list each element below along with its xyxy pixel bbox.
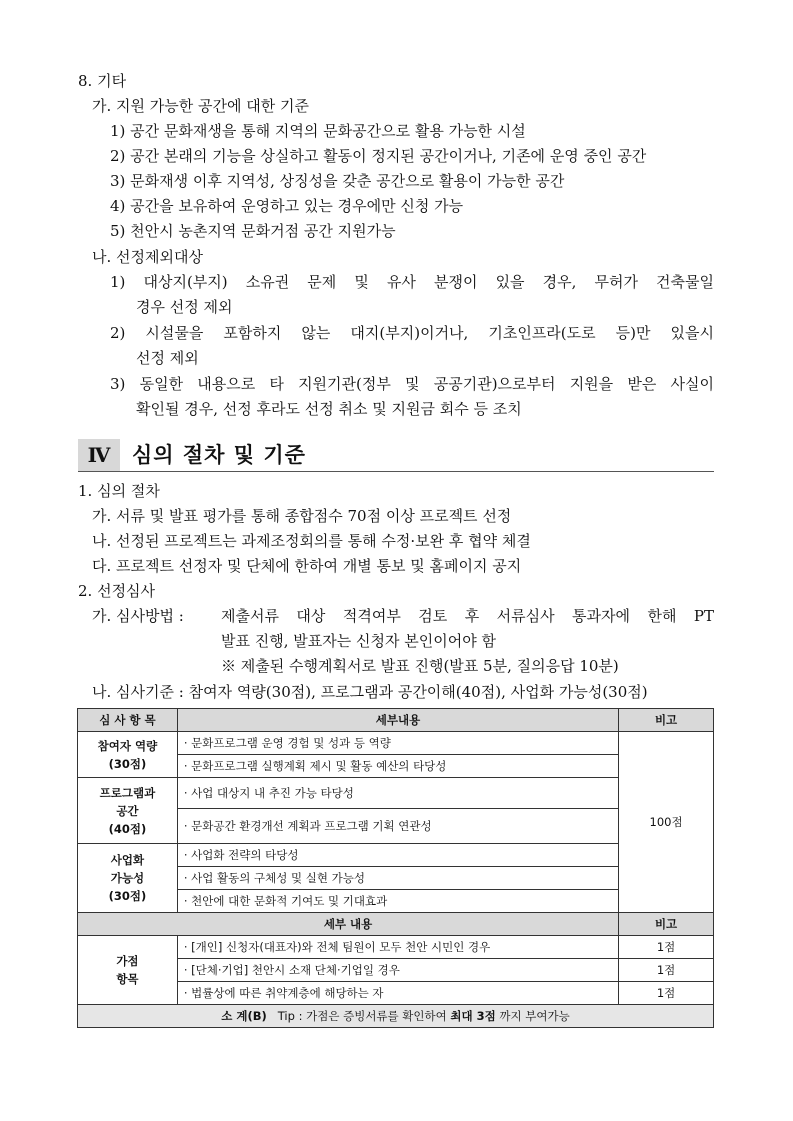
table-row <box>78 732 714 755</box>
subtotal-end: 까지 부여가능 <box>499 1009 570 1023</box>
category-label: 사업화 <box>110 853 145 867</box>
bonus-label: 항목 <box>116 972 139 986</box>
bonus-header-row <box>78 913 714 936</box>
detail-cell: · 사업 대상지 내 추진 가능 타당성 <box>177 778 618 809</box>
section-header <box>78 439 714 471</box>
subtotal-row <box>78 1005 714 1028</box>
col-header-detail: 세부내용 <box>177 709 618 732</box>
section-number: Ⅳ <box>78 439 120 471</box>
heading-8: 8. 기타 <box>78 72 127 90</box>
detail-cell: · 사업화 전략의 타당성 <box>177 844 618 867</box>
list-item: 3) 문화재생 이후 지역성, 상징성을 갖춘 공간으로 활용이 가능한 공간 <box>110 172 565 190</box>
heading-2: 2. 선정심사 <box>78 582 156 600</box>
category-label: 가능성 <box>110 871 145 885</box>
subtotal-tip: Tip : 가점은 증빙서류를 확인하여 <box>277 1009 447 1023</box>
bonus-points-cell: 1점 <box>619 959 714 982</box>
category-label: 공간 <box>116 803 139 818</box>
bonus-points-cell: 1점 <box>619 936 714 959</box>
detail-cell: · 천안에 대한 문화적 기여도 및 기대효과 <box>177 890 618 913</box>
list-item-cont: 경우 선정 제외 <box>136 298 233 316</box>
category-cell <box>78 778 178 844</box>
table-row <box>78 778 714 809</box>
detail-cell: · 문화프로그램 실행계획 제시 및 활동 예산의 타당성 <box>177 755 618 778</box>
list-item-cont: 선정 제외 <box>136 349 199 367</box>
list-item: 1) 공간 문화재생을 통해 지역의 문화공간으로 활용 가능한 시설 <box>110 122 526 140</box>
bonus-header-detail: 세부 내용 <box>78 913 619 936</box>
list-item: 다. 프로젝트 선정자 및 단체에 한하여 개별 통보 및 홈페이지 공지 <box>92 557 522 575</box>
total-points-cell: 100점 <box>619 732 714 913</box>
detail-cell: · 문화공간 환경개선 계획과 프로그램 기획 연관성 <box>177 809 618 844</box>
category-cell <box>78 732 178 778</box>
detail-cell: · 문화프로그램 운영 경험 및 성과 등 역량 <box>177 732 618 755</box>
list-item: 4) 공간을 보유하여 운영하고 있는 경우에만 신청 가능 <box>110 197 464 215</box>
category-cell <box>78 844 178 913</box>
bonus-points-cell: 1점 <box>619 982 714 1005</box>
method-note: ※ 제출된 수행계획서로 발표 진행(발표 5분, 질의응답 10분) <box>221 657 619 675</box>
category-points: (30점) <box>108 889 147 903</box>
subtotal-max: 최대 3점 <box>450 1009 496 1023</box>
list-item: 3) 동일한 내용으로 타 지원기관(정부 및 공공기관)으로부터 지원을 받은 사실이 <box>110 375 714 393</box>
detail-cell: · 사업 활동의 구체성 및 실현 가능성 <box>177 867 618 890</box>
evaluation-table <box>77 708 714 1028</box>
list-item: 나. 선정된 프로젝트는 과제조정회의를 통해 수정·보완 후 협약 체결 <box>92 532 531 550</box>
bonus-detail-cell: · [단체·기업] 천안시 소재 단체·기업일 경우 <box>177 959 618 982</box>
bonus-category-cell <box>78 936 178 1005</box>
subheading-ga: 가. 지원 가능한 공간에 대한 기준 <box>92 97 309 115</box>
bonus-detail-cell: · [개인] 신청자(대표자)와 전체 팀원이 모두 천안 시민인 경우 <box>177 936 618 959</box>
table-row <box>78 936 714 959</box>
list-item: 5) 천안시 농촌지역 문화거점 공간 지원가능 <box>110 222 396 240</box>
subtotal-b: (B) <box>247 1009 267 1023</box>
bonus-header-note: 비고 <box>619 913 714 936</box>
heading-1: 1. 심의 절차 <box>78 482 160 500</box>
method-text-cont: 발표 진행, 발표자는 신청자 본인이어야 함 <box>221 632 496 650</box>
list-item: 가. 서류 및 발표 평가를 통해 종합점수 70점 이상 프로젝트 선정 <box>92 507 512 525</box>
subtotal-label: 소 계 <box>221 1009 248 1023</box>
list-item: 2) 시설물을 포함하지 않는 대지(부지)이거나, 기초인프라(도로 등)만 있을시 <box>110 324 714 342</box>
method-text: 제출서류 대상 적격여부 검토 후 서류심사 통과자에 한해 PT <box>221 607 714 625</box>
subheading-na: 나. 선정제외대상 <box>92 248 203 266</box>
criteria-text: 나. 심사기준 : 참여자 역량(30점), 프로그램과 공간이해(40점), 사업화 가능성(30점) <box>92 683 648 701</box>
method-label: 가. 심사방법 : <box>92 607 184 625</box>
category-label: 프로그램과 <box>99 785 156 800</box>
table-row <box>78 844 714 867</box>
col-header-note: 비고 <box>619 709 714 732</box>
bonus-label: 가점 <box>116 954 139 968</box>
category-points: (40점) <box>108 821 147 836</box>
bonus-detail-cell: · 법률상에 따른 취약계층에 해당하는 자 <box>177 982 618 1005</box>
category-label: 참여자 역량 <box>97 738 158 753</box>
list-item: 2) 공간 본래의 기능을 상실하고 활동이 정지된 공간이거나, 기존에 운영 중인 공간 <box>110 147 647 165</box>
table-header-row <box>78 709 714 732</box>
col-header-category: 심 사 항 목 <box>78 709 178 732</box>
list-item: 1) 대상지(부지) 소유권 문제 및 유사 분쟁이 있을 경우, 무허가 건축물일 <box>110 273 714 291</box>
category-points: (30점) <box>108 756 147 771</box>
subtotal-cell <box>78 1005 714 1028</box>
section-title: 심의 절차 및 기준 <box>132 443 306 467</box>
list-item-cont: 확인될 경우, 선정 후라도 선정 취소 및 지원금 회수 등 조치 <box>136 400 522 418</box>
